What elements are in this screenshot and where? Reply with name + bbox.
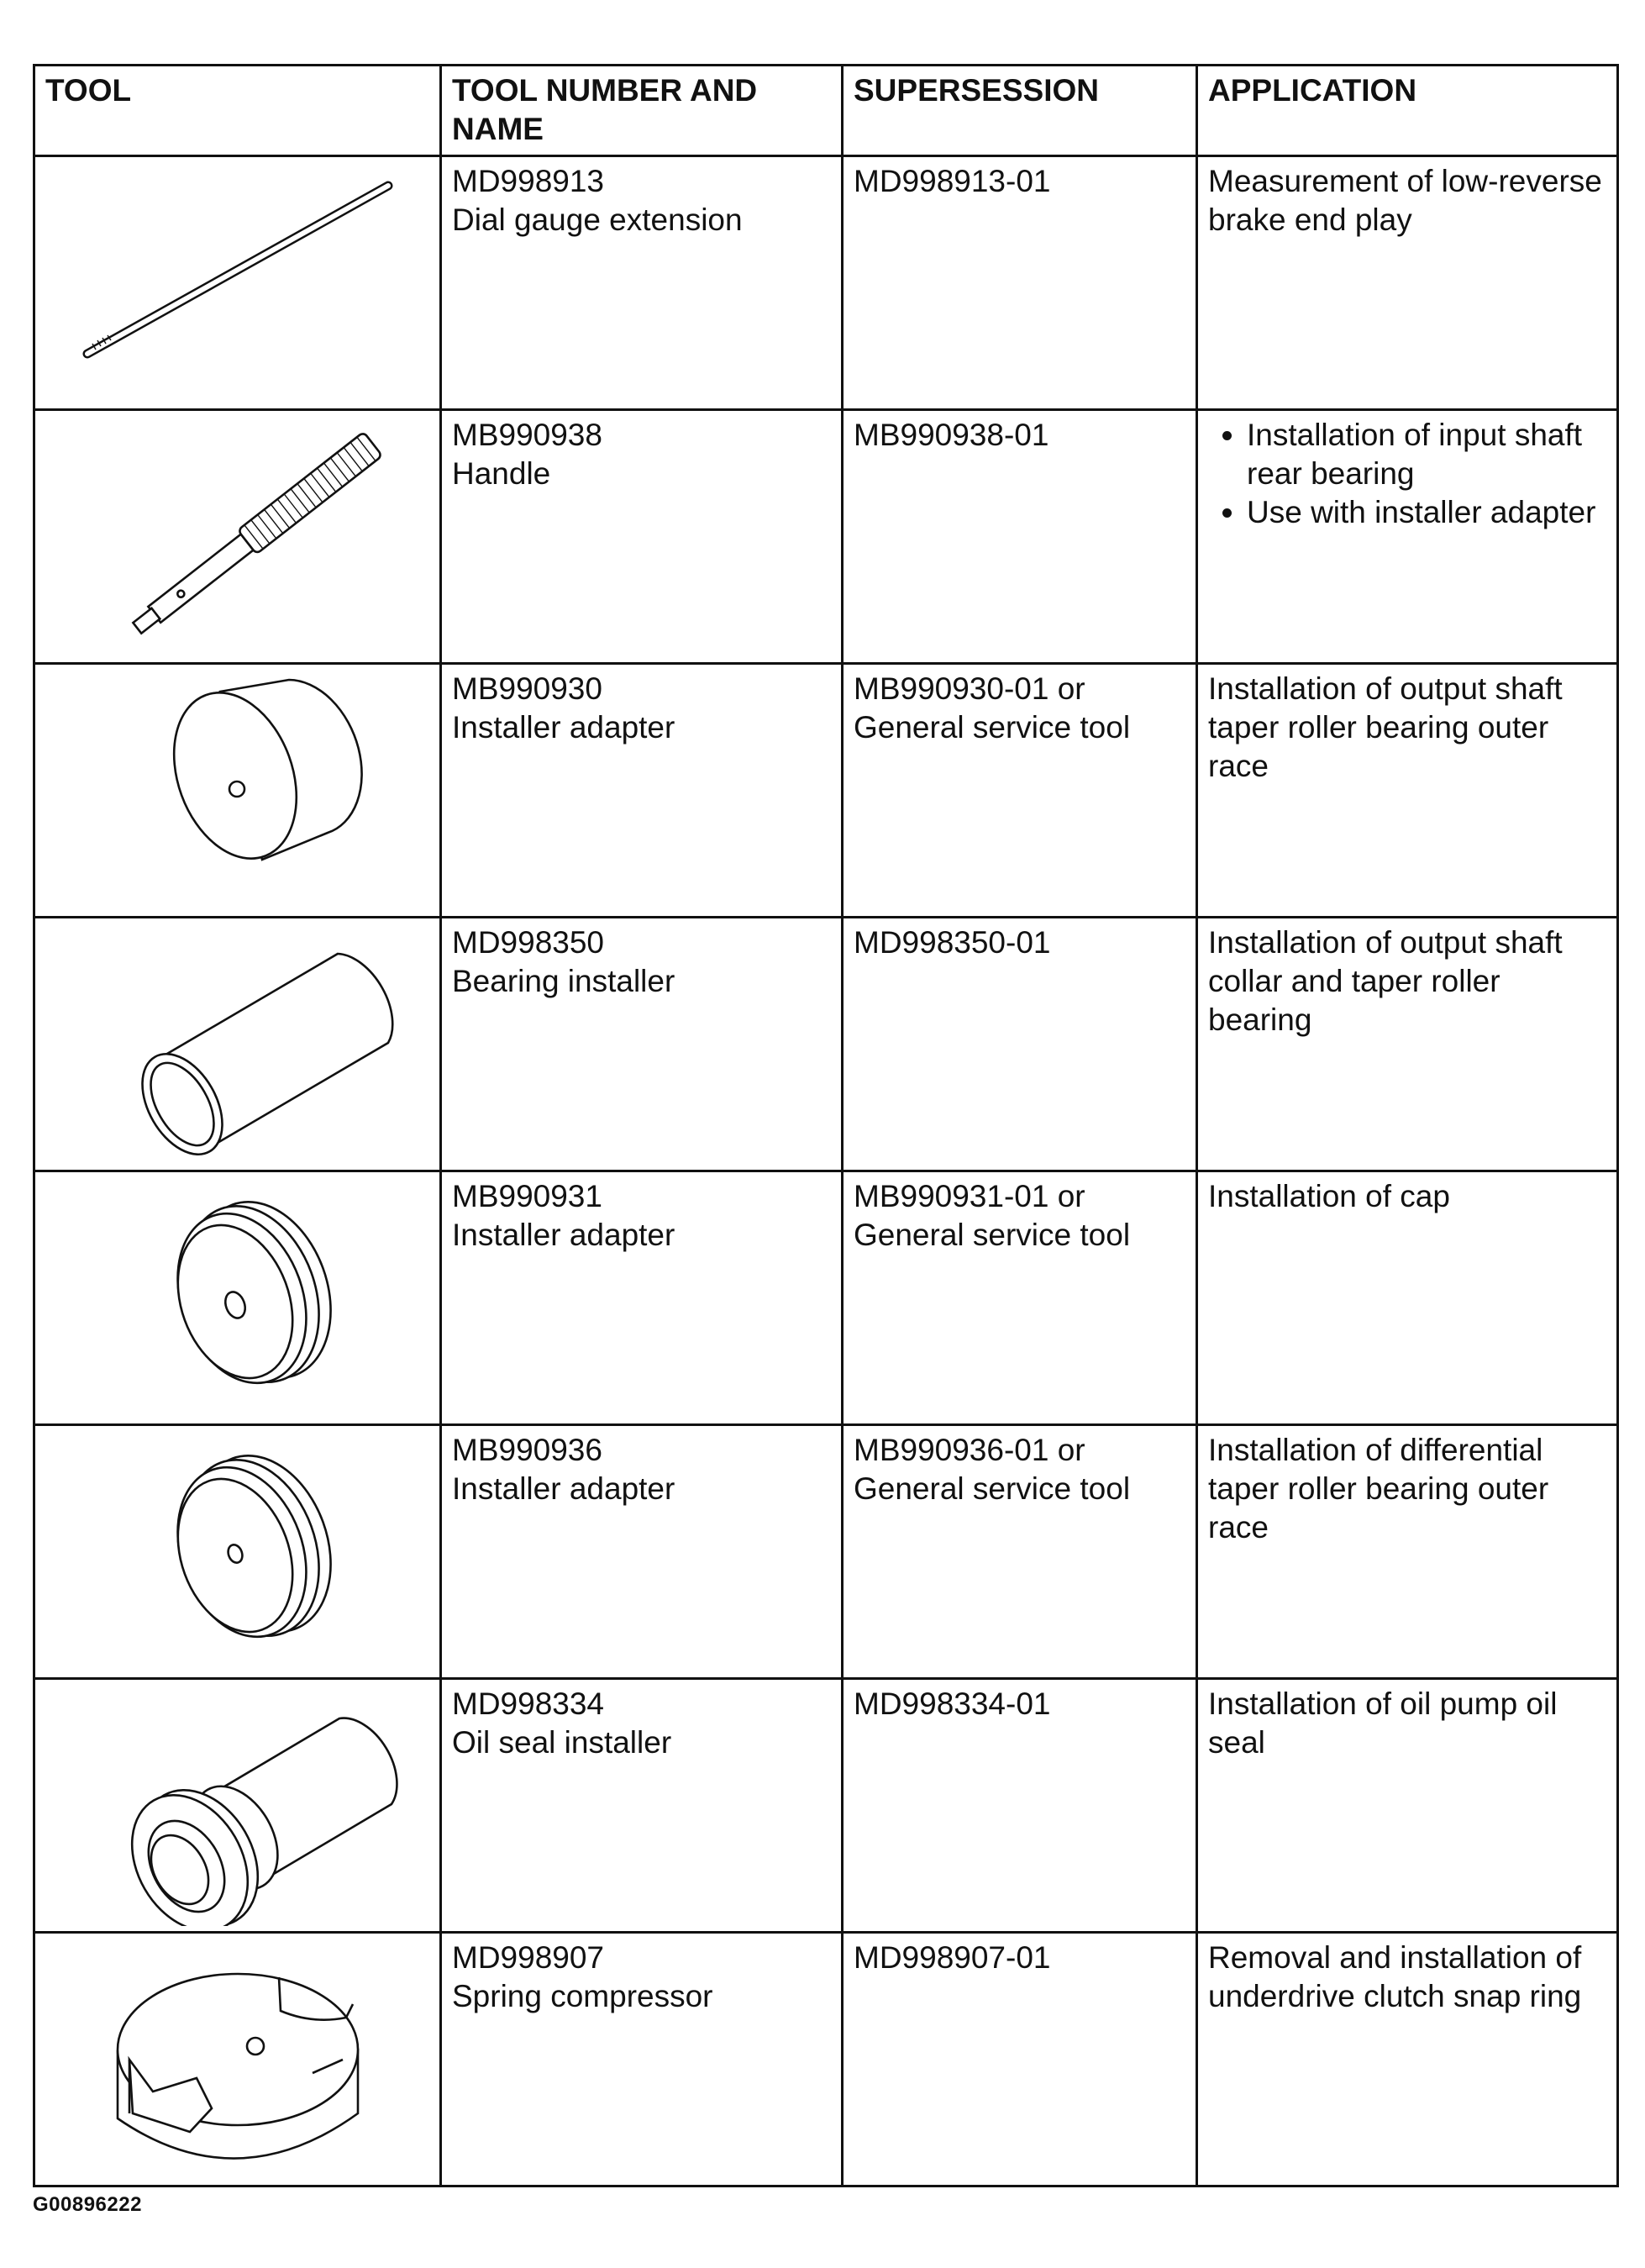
supersession-cell: MB990930-01 or General service tool: [843, 664, 1197, 918]
tool-number-name-cell: [441, 410, 843, 664]
application-text: Installation of output shaft collar and taper roller bearing: [1208, 925, 1563, 1037]
supersession-cell: MD998913-01: [843, 156, 1197, 410]
application-text: Installation of cap: [1208, 1179, 1450, 1213]
handle-icon: [35, 411, 442, 657]
tool-number-name-cell: [441, 1933, 843, 2186]
tool-name: Oil seal installer: [452, 1725, 672, 1760]
table-row: [34, 1171, 1618, 1425]
application-bullet: • Use with installer adapter: [1247, 493, 1606, 532]
supersession-cell: MB990931-01 or General service tool: [843, 1171, 1197, 1425]
table-row: [34, 1933, 1618, 2186]
tool-number-name-cell: [441, 1171, 843, 1425]
table-row: [34, 410, 1618, 664]
tool-image-cell: [34, 410, 441, 664]
application-cell: [1197, 1171, 1618, 1425]
application-text: Removal and installation of underdrive clutch snap ring: [1208, 1940, 1582, 2013]
tool-name: Installer adapter: [452, 1218, 675, 1252]
tool-name: Installer adapter: [452, 710, 675, 745]
supersession-cell: MD998350-01: [843, 918, 1197, 1171]
tool-number: MD998907: [452, 1940, 605, 1975]
installer-adapter-stepped-disc-icon: [35, 1426, 442, 1672]
header-application: APPLICATION: [1197, 66, 1618, 156]
header-tool: TOOL: [34, 66, 441, 156]
table-row: [34, 1425, 1618, 1679]
application-cell: [1197, 918, 1618, 1171]
header-supersession: SUPERSESSION: [843, 66, 1197, 156]
oil-seal-installer-icon: [35, 1680, 442, 1926]
tool-name: Bearing installer: [452, 964, 675, 998]
supersession-cell: MD998907-01: [843, 1933, 1197, 2186]
tool-number-name-cell: [441, 1679, 843, 1933]
tool-name: Dial gauge extension: [452, 203, 743, 237]
application-text: Measurement of low-reverse brake end play: [1208, 164, 1602, 237]
tool-image-cell: [34, 918, 441, 1171]
table-header-row: [34, 66, 1618, 156]
tool-image-cell: [34, 1679, 441, 1933]
tool-name: Handle: [452, 456, 551, 491]
tool-number: MB990938: [452, 418, 602, 452]
application-text: Installation of oil pump oil seal: [1208, 1687, 1558, 1760]
application-cell: [1197, 1425, 1618, 1679]
tool-number: MB990930: [452, 671, 602, 706]
application-text: Installation of differential taper roller bearing outer race: [1208, 1433, 1549, 1544]
application-cell: [1197, 410, 1618, 664]
application-bullet: • Installation of input shaft rear bearing: [1247, 416, 1606, 493]
application-cell: [1197, 156, 1618, 410]
table-row: [34, 664, 1618, 918]
tool-image-cell: [34, 1933, 441, 2186]
supersession-cell: MB990938-01: [843, 410, 1197, 664]
application-text: Installation of output shaft taper roller bearing outer race: [1208, 671, 1563, 783]
tool-number-name-cell: [441, 156, 843, 410]
table-row: [34, 156, 1618, 410]
tool-image-cell: [34, 1425, 441, 1679]
supersession-cell: MB990936-01 or General service tool: [843, 1425, 1197, 1679]
application-cell: [1197, 664, 1618, 918]
table-row: [34, 918, 1618, 1171]
bearing-installer-cylinder-icon: [35, 918, 442, 1165]
supersession-cell: MD998334-01: [843, 1679, 1197, 1933]
installer-adapter-disc-icon: [35, 665, 442, 911]
tool-number-name-cell: [441, 918, 843, 1171]
application-cell: [1197, 1933, 1618, 2186]
tool-number-name-cell: [441, 1425, 843, 1679]
installer-adapter-stepped-disc-icon: [35, 1172, 442, 1418]
tool-name: Installer adapter: [452, 1471, 675, 1506]
tool-number: MD998350: [452, 925, 605, 960]
special-tools-table: [33, 64, 1619, 2187]
tool-image-cell: [34, 1171, 441, 1425]
application-cell: [1197, 1679, 1618, 1933]
tool-number: MB990931: [452, 1179, 602, 1213]
tool-number-name-cell: [441, 664, 843, 918]
dial-gauge-extension-icon: [35, 157, 442, 403]
spring-compressor-icon: [35, 1934, 442, 2180]
header-tool-number-name: TOOL NUMBER AND NAME: [441, 66, 843, 156]
tool-number: MD998334: [452, 1687, 605, 1721]
tool-image-cell: [34, 156, 441, 410]
tool-number: MB990936: [452, 1433, 602, 1467]
application-bullet-list: [1208, 416, 1606, 532]
figure-code: G00896222: [33, 2193, 142, 2216]
tool-number: MD998913: [452, 164, 605, 198]
table-row: [34, 1679, 1618, 1933]
tool-name: Spring compressor: [452, 1979, 713, 2013]
tool-image-cell: [34, 664, 441, 918]
